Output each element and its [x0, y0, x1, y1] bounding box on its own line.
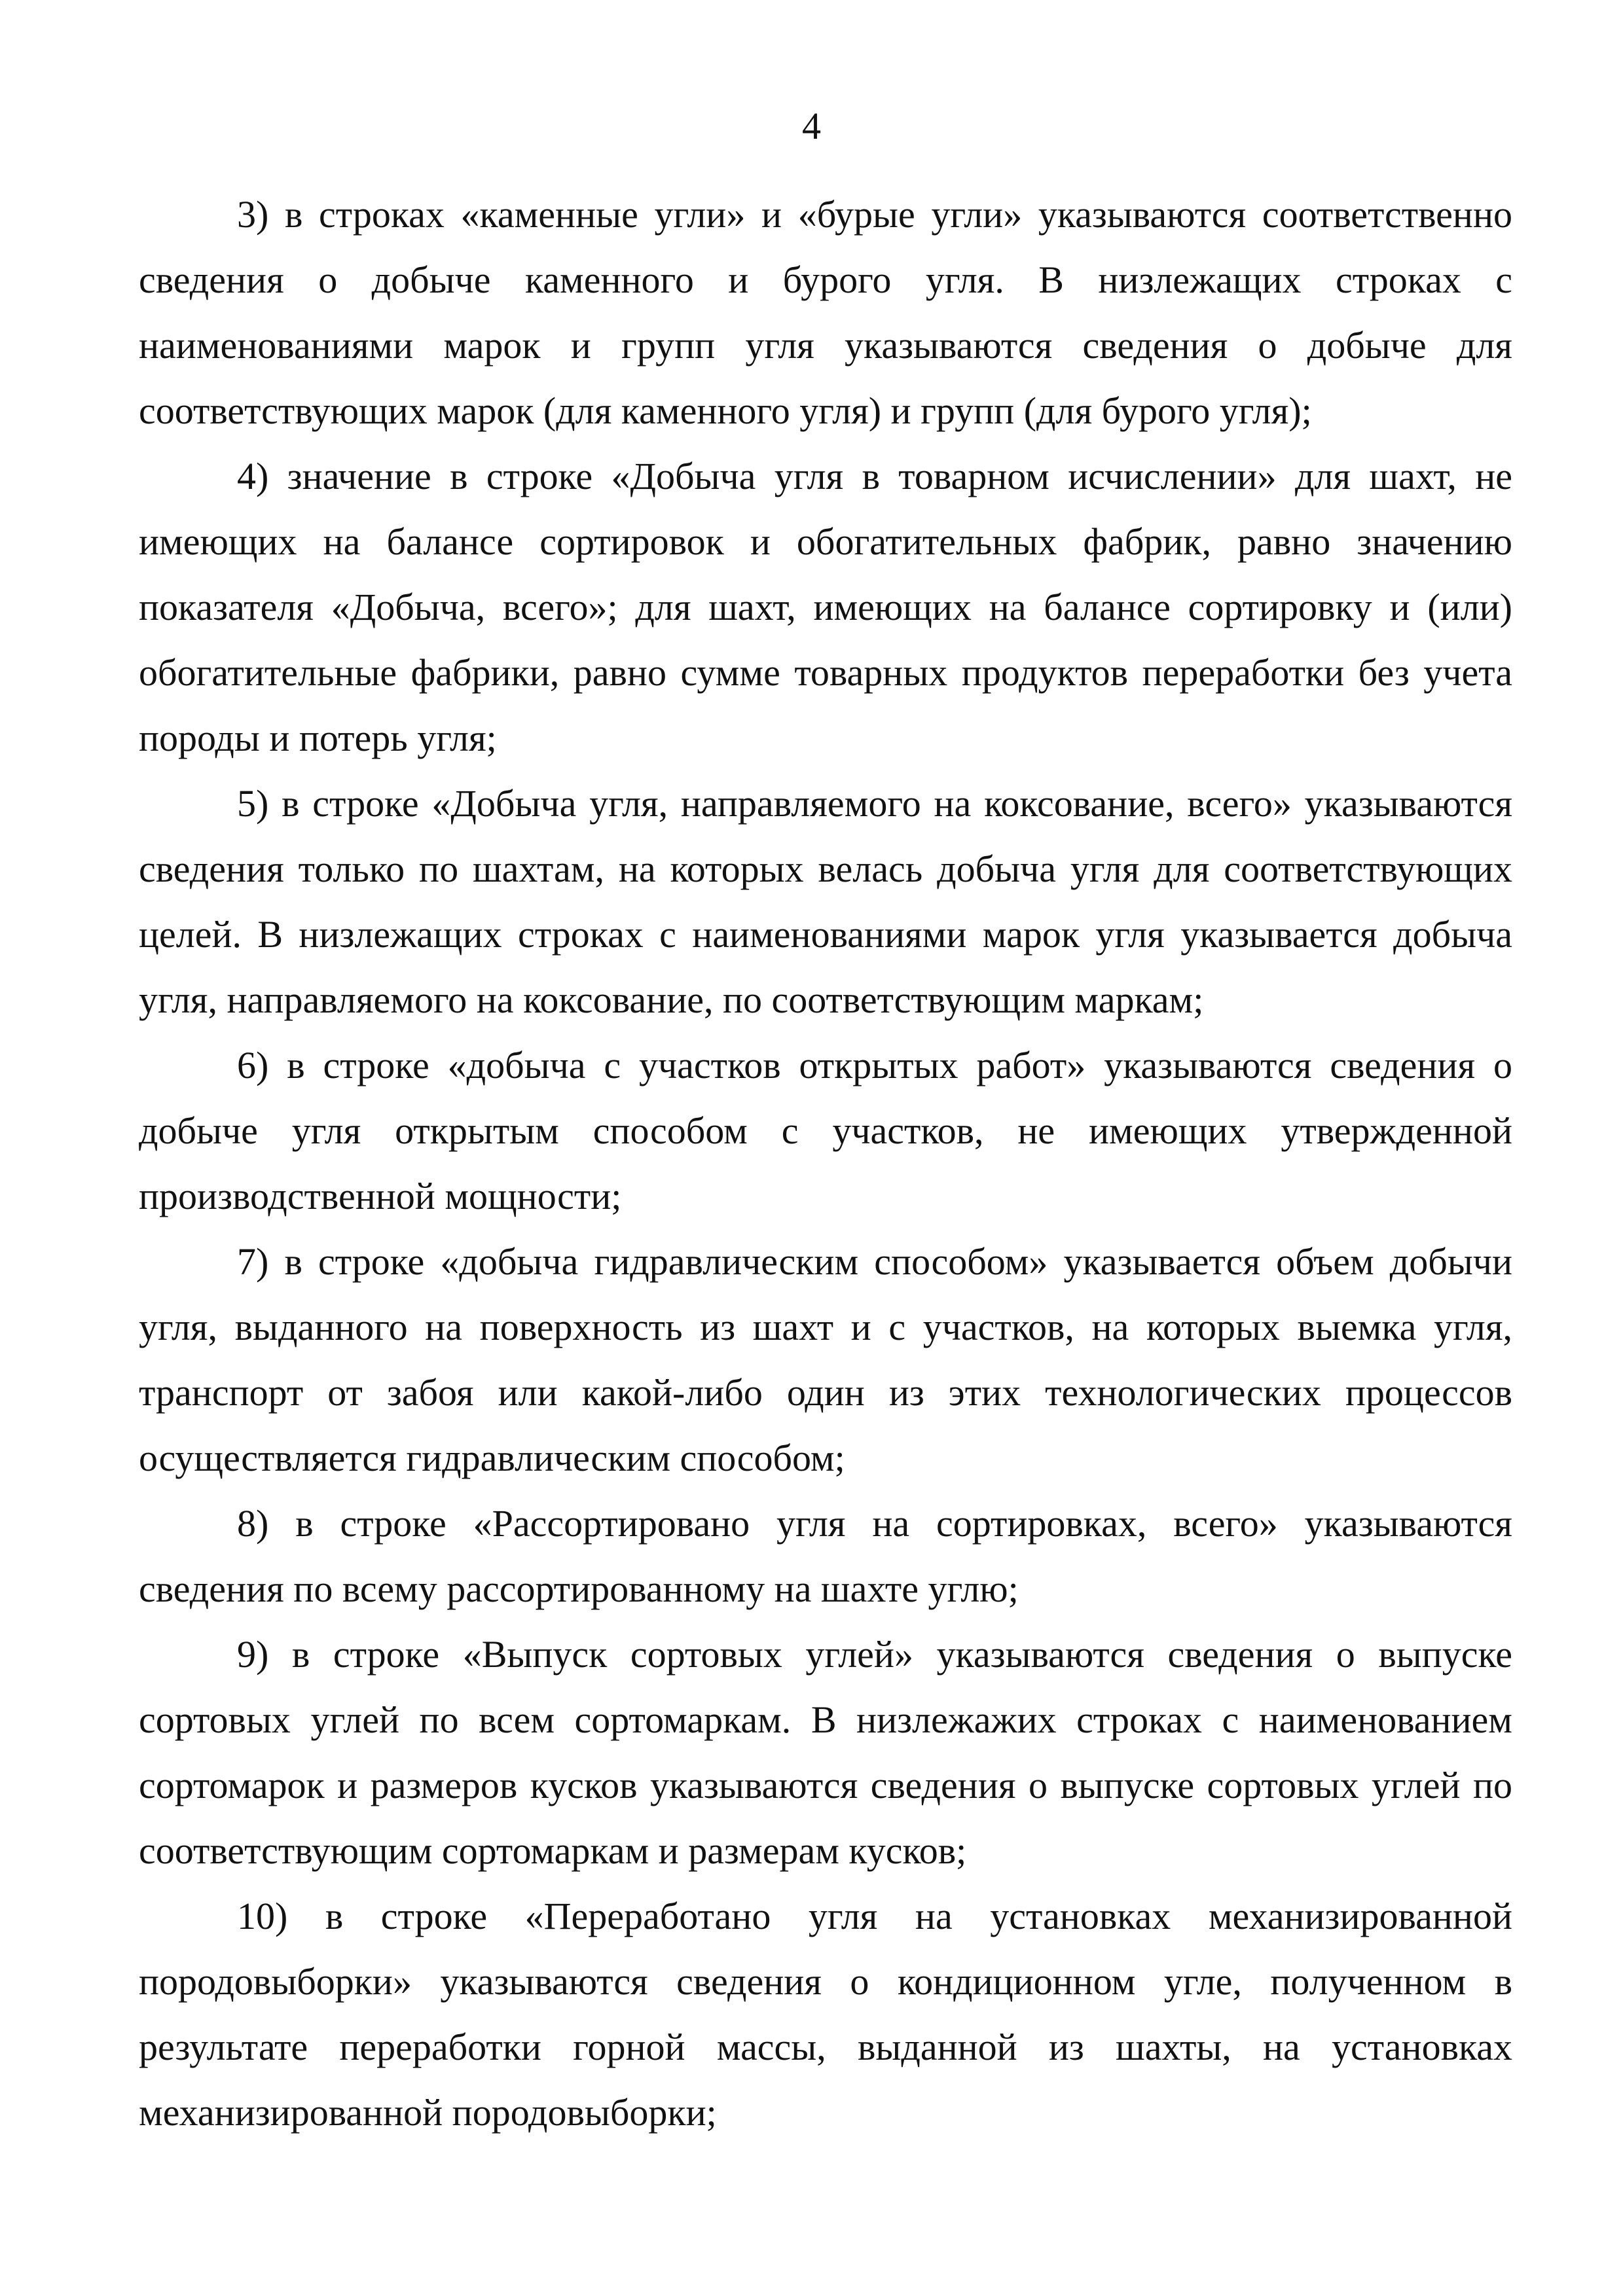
paragraph-item-6: 6) в строке «добыча с участков открытых работ» указываются сведения о добыче угля открытым способом с участков, не имеющих утвержденной производственной мощности;: [139, 1044, 1512, 1217]
paragraph-item-8: 8) в строке «Рассортировано угля на сортировках, всего» указываются сведения по всему рассортированному на шахте углю;: [139, 1502, 1512, 1610]
paragraph-item-3: 3) в строках «каменные угли» и «бурые угли» указываются соответственно сведения о добыче каменного и бурого угля. В низлежащих строках с наименованиями марок и групп угля указываются сведения о добыче для соответствующих марок (для каменного угля) и групп (для бурого угля);: [139, 193, 1512, 432]
paragraph-item-9: 9) в строке «Выпуск сортовых углей» указываются сведения о выпуске сортовых углей по всем сортомаркам. В низлежажих строках с наименованием сортомарок и размеров кусков указываются сведения о выпуске сортовых углей по соответствующим сортомаркам и размерам кусков;: [139, 1633, 1512, 1872]
paragraph-item-4: 4) значение в строке «Добыча угля в товарном исчислении» для шахт, не имеющих на балансе сортировок и обогатительных фабрик, равно значению показателя «Добыча, всего»; для шахт, имеющих на балансе сортировку и (или) обогатительные фабрики, равно сумме товарных продуктов переработки без учета породы и потерь угля;: [139, 455, 1512, 759]
paragraph-item-10: 10) в строке «Переработано угля на установках механизированной породовыборки» указываются сведения о кондиционном угле, полученном в результате переработки горной массы, выданной из шахты, на установках механизированной породовыборки;: [139, 1895, 1512, 2134]
body-text: [139, 182, 1512, 2145]
paragraph-item-7: 7) в строке «добыча гидравлическим способом» указывается объем добычи угля, выданного на поверхность из шахт и с участков, на которых выемка угля, транспорт от забоя или какой-либо один из этих технологических процессов осуществляется гидравлическим способом;: [139, 1240, 1512, 1479]
paragraph-item-5: 5) в строке «Добыча угля, направляемого на коксование, всего» указываются сведения только по шахтам, на которых велась добыча угля для соответствующих целей. В низлежащих строках с наименованиями марок угля указывается добыча угля, направляемого на коксование, по соответствующим маркам;: [139, 782, 1512, 1021]
page-number: 4: [802, 105, 821, 147]
